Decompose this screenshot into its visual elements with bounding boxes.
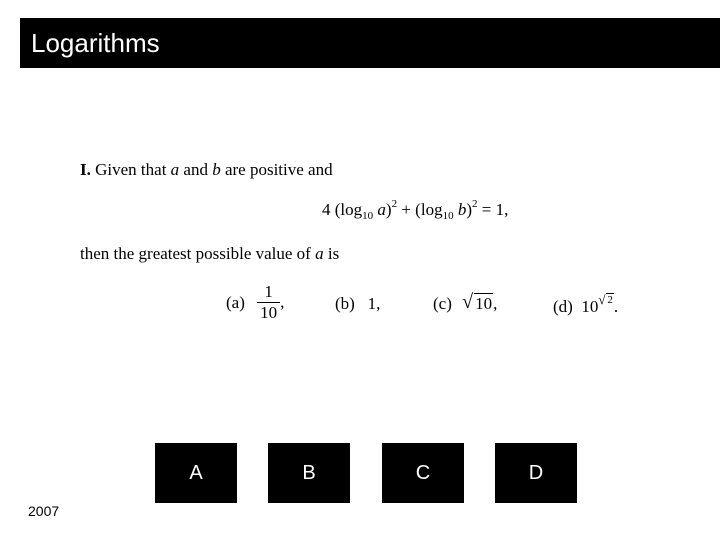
year-label: 2007 [28,503,60,519]
question-prompt [80,244,339,264]
option-b-suffix: , [376,294,381,313]
intro-text-and: and [183,160,208,179]
option-c-radicand: 10 [475,294,493,313]
intro-text-post: are positive and [224,160,333,179]
eq-coef: 4 [322,200,331,219]
option-c-suffix: , [493,294,498,313]
eq-exp-1: 2 [391,198,398,210]
prompt-var: a [315,244,324,263]
option-b-value: 1 [367,294,377,313]
eq-log-2: log [420,200,443,219]
option-d-exp-radicand: 2 [607,294,613,306]
option-a-suffix: , [280,292,285,312]
eq-log-1: log [340,200,363,219]
eq-base-2: 10 [442,210,454,222]
eq-plus: + [401,200,411,219]
sqrt-icon: √ [462,291,474,313]
answer-button-d[interactable] [495,443,577,503]
option-d-suffix: . [613,297,619,316]
page-title: Logarithms [31,28,160,58]
option-b-label: (b) [335,294,355,313]
eq-var-a: a [377,200,386,219]
option-a-fraction [257,282,280,323]
prompt-text-post: is [327,244,340,263]
equation: 4 ($\log_{10}$ $a)^2 + (\log_{10}$ b)$^2$ = 1, [322,198,509,222]
option-a [226,282,284,323]
sqrt-icon: √ [598,292,606,307]
prompt-text-pre: then the greatest possible value of [80,244,311,263]
answer-button-c[interactable] [382,443,464,503]
answer-button-a-label: A [189,461,203,484]
intro-text-pre: Given that [95,160,167,179]
answer-button-d-label: D [528,461,544,484]
eq-var-b: b [457,200,467,219]
option-a-label: (a) [226,292,245,312]
option-b [335,294,380,314]
answer-button-b[interactable] [268,443,350,503]
option-d [553,294,618,317]
question-intro [80,160,333,180]
option-c-label: (c) [433,294,452,313]
intro-var-b: b [212,160,221,179]
answer-button-c-label: C [415,461,431,484]
eq-base-1: 10 [362,210,374,222]
intro-var-a: a [170,160,180,179]
question-number: I. [80,160,91,179]
eq-rhs: = 1, [481,200,509,219]
option-d-label: (d) [553,297,573,316]
option-d-exponent [598,294,614,306]
option-c-sqrt [462,291,493,314]
eq-exp-2: 2 [472,198,478,210]
option-c [433,291,498,314]
option-a-denominator: 10 [260,303,278,322]
answer-button-b-label: B [302,461,316,484]
answer-button-a[interactable] [155,443,237,503]
option-d-base: 10 [581,297,599,316]
option-a-numerator: 1 [257,282,280,303]
